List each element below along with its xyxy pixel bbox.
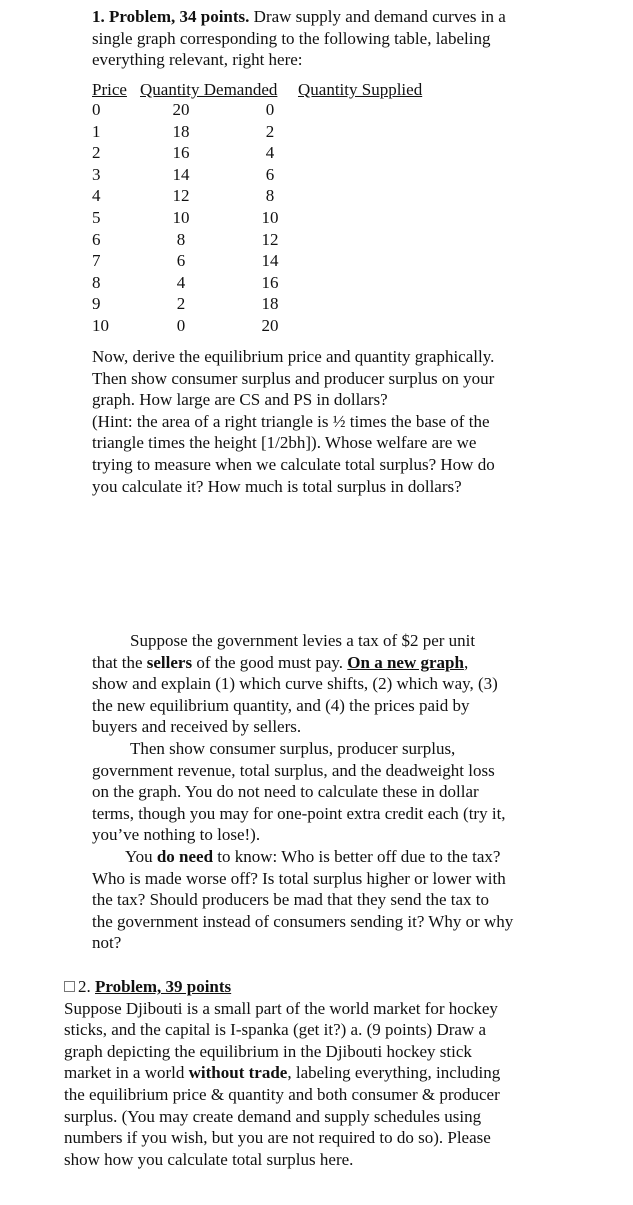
tax-line: Who is made worse off? Is total surplus higher or lower with (92, 868, 506, 888)
table-cell-quantity-supplied: 8 (265, 186, 275, 206)
table-cell-quantity-supplied: 16 (261, 272, 279, 292)
tax-line: you’ve nothing to lose!). (92, 825, 261, 845)
table-cell-price: 10 (92, 316, 109, 335)
tax-line: the government instead of consumers sending it? Why or why (92, 911, 514, 931)
table-cell-quantity-supplied: 14 (261, 251, 279, 271)
tax-paragraph-3-rest (92, 868, 513, 954)
table-cell-price: 4 (92, 186, 101, 206)
table-cell-quantity-supplied: 10 (261, 208, 279, 227)
problem-2 (64, 976, 500, 1170)
equilibrium-line: Then show consumer surplus and producer surplus on your (92, 368, 495, 388)
do-need-emphasis: do need (156, 846, 214, 866)
table-cell-price: 6 (92, 229, 101, 249)
problem-2-line: numbers if you wish, but you are not required to do so). Please (64, 1128, 491, 1148)
tax-line: government revenue, total surplus, and the deadweight loss (92, 760, 495, 780)
problem-1-intro (92, 6, 506, 71)
table-cell-quantity-demanded: 14 (172, 164, 190, 184)
equilibrium-line: Now, derive the equilibrium price and quantity graphically. (92, 347, 495, 366)
problem-2-line (64, 1062, 500, 1084)
tax-line (92, 846, 513, 868)
problem-1-intro-line: everything relevant, right here: (92, 50, 303, 70)
sellers-emphasis: sellers (146, 652, 193, 672)
problem-2-heading-line (64, 976, 500, 998)
tax-line (92, 652, 513, 674)
tax-line: not? (92, 933, 122, 953)
tax-text: that the (92, 652, 147, 672)
problem-1-intro-line: single graph corresponding to the following table, labeling (92, 28, 491, 48)
table-cell-quantity-demanded: 6 (176, 251, 186, 271)
equilibrium-line: you calculate it? How much is total surplus in dollars? (92, 476, 462, 496)
table-cell-quantity-supplied: 6 (265, 164, 275, 184)
tax-line: the tax? Should producers be mad that they send the tax to (92, 890, 490, 910)
table-cell-price: 2 (92, 143, 101, 163)
table-cell-quantity-demanded: 12 (172, 186, 190, 206)
tax-text: You (125, 846, 157, 866)
table-cell-price: 7 (92, 251, 101, 271)
table-header-quantity-supplied: Quantity Supplied (298, 80, 423, 99)
problem-2-title: Problem, 39 points (95, 977, 232, 996)
table-cell-price: 9 (92, 294, 101, 314)
table-cell-quantity-demanded: 2 (176, 294, 186, 314)
table-header-price: Price (92, 80, 127, 99)
table-cell-price: 1 (92, 121, 101, 141)
tax-paragraph-2 (92, 738, 513, 846)
problem-2-text: , labeling everything, including (287, 1063, 501, 1083)
problem-2-text: market in a world (64, 1063, 189, 1083)
tax-text: of the good must pay. (192, 652, 348, 672)
table-cell-quantity-supplied: 12 (261, 229, 279, 249)
table-cell-price: 0 (92, 100, 101, 119)
table-cell-quantity-supplied: 4 (265, 143, 275, 163)
equilibrium-line: (Hint: the area of a right triangle is ½ times the base of the (92, 411, 490, 431)
table-cell-price: 3 (92, 164, 101, 184)
problem-1-heading-text: Draw supply and demand curves in a (249, 7, 506, 26)
table-cell-quantity-demanded: 18 (172, 121, 190, 141)
problem-1-title: 1. Problem, 34 points. (92, 7, 250, 26)
new-graph-emphasis: On a new graph (347, 652, 464, 672)
table-cell-quantity-supplied: 0 (265, 100, 275, 119)
tax-paragraph-1-rest (92, 673, 513, 738)
table-cell-quantity-supplied: 18 (261, 294, 279, 314)
tax-line: terms, though you may for one-point extra credit each (try it, (92, 803, 506, 823)
problem-2-line: graph depicting the equilibrium in the Djibouti hockey stick (64, 1041, 472, 1061)
table-cell-price: 5 (92, 208, 101, 227)
problem-2-rest (64, 1084, 500, 1170)
problem-2-line: the equilibrium price & quantity and both consumer & producer (64, 1084, 500, 1104)
table-cell-quantity-demanded: 16 (172, 143, 190, 163)
tax-text: to know: Who is better off due to the tax? (213, 846, 501, 866)
table-cell-quantity-demanded: 10 (172, 208, 190, 227)
table-cell-quantity-demanded: 0 (176, 316, 186, 335)
problem-1-heading-line (92, 6, 506, 28)
tax-line: the new equilibrium quantity, and (4) the prices paid by (92, 695, 470, 715)
tax-line: show and explain (1) which curve shifts, (2) which way, (3) (92, 674, 498, 694)
tax-text: , (463, 652, 469, 672)
equilibrium-line: graph. How large are CS and PS in dollars? (92, 390, 388, 410)
tax-line: buyers and received by sellers. (92, 717, 302, 737)
problem-2-line: show how you calculate total surplus here. (64, 1149, 354, 1169)
equilibrium-line: trying to measure when we calculate total surplus? How do (92, 454, 495, 474)
equilibrium-question (92, 346, 495, 497)
table-cell-quantity-demanded: 20 (172, 100, 190, 119)
without-trade-emphasis: without trade (188, 1063, 288, 1083)
equilibrium-line: triangle times the height [1/2bh]). Whose welfare are we (92, 433, 477, 453)
table-cell-quantity-supplied: 2 (265, 121, 275, 141)
table-cell-quantity-supplied: 20 (261, 316, 279, 335)
tax-line: Then show consumer surplus, producer surplus, (130, 738, 456, 758)
table-header-quantity-demanded: Quantity Demanded (140, 80, 278, 99)
table-cell-price: 8 (92, 272, 101, 292)
checkbox-icon[interactable] (64, 981, 75, 992)
tax-line: Suppose the government levies a tax of $2 per unit (130, 631, 476, 650)
problem-2-number: 2. (78, 977, 95, 996)
problem-2-line: Suppose Djibouti is a small part of the world market for hockey (64, 998, 498, 1018)
problem-2-line: sticks, and the capital is I-spanka (get it?) a. (9 points) Draw a (64, 1020, 487, 1040)
tax-line: on the graph. You do not need to calculate these in dollar (92, 782, 479, 802)
table-cell-quantity-demanded: 4 (176, 272, 186, 292)
table-cell-quantity-demanded: 8 (176, 229, 186, 249)
tax-question (92, 630, 513, 954)
problem-2-line: surplus. (You may create demand and supply schedules using (64, 1106, 482, 1126)
